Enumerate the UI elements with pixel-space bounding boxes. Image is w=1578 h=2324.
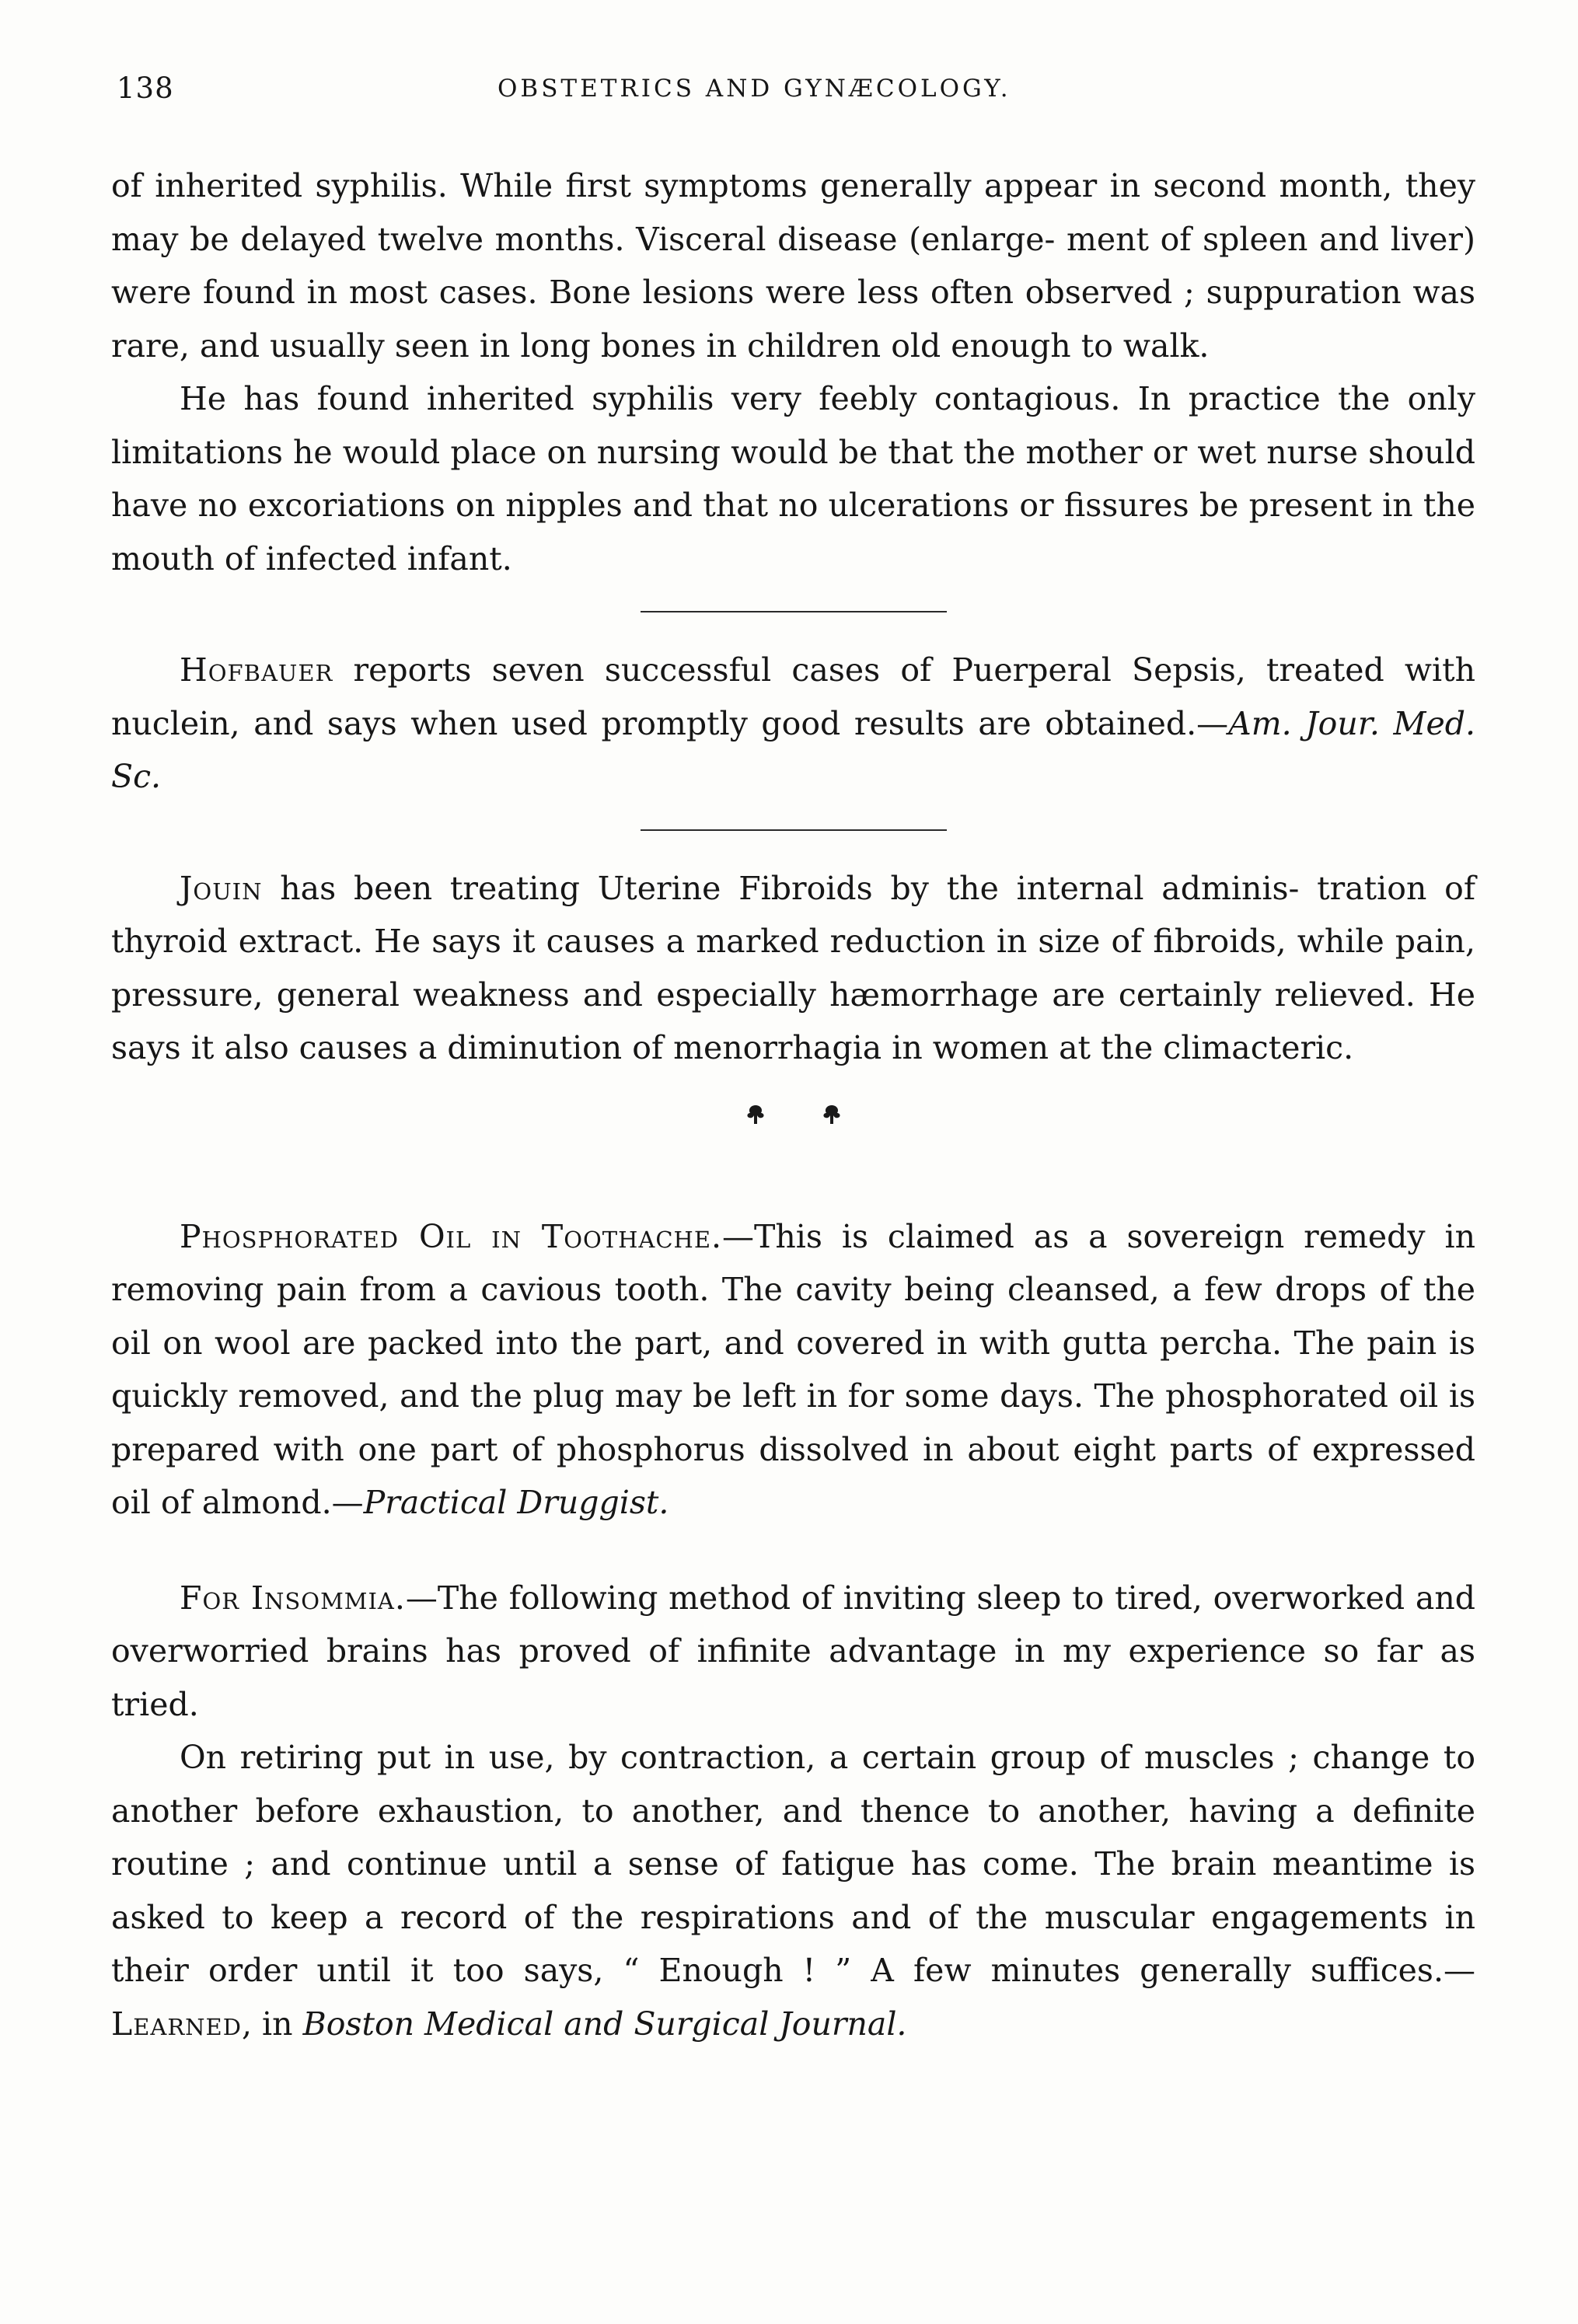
paragraph-syphilis-continued: of inherited syphilis. While first symptoms generally appear in second month, they may be delayed twelve months. Visceral disease (enlarge- ment of spleen and liver) were found in most cases. Bone lesions were less often observed ; suppuration was rare, and usually seen in long bones in children old enough to walk. [111, 167, 1475, 365]
page-header [117, 72, 1469, 118]
paragraph-text: has been treating Uterine Fibroids by the internal adminis- tration of thyroid extract. He says it causes a marked reduction in size of fibroids, while pain, pressure, general weakness and especially hæmorrhage are certainly relieved. He says it also causes a diminution of menorrhagia in women at the climacteric. [111, 869, 1475, 1066]
citation: Boston Medical and Surgical Journal. [302, 2005, 907, 2043]
author-name: Jouin [180, 869, 263, 907]
page-number: 138 [117, 72, 174, 105]
fleuron-icon [820, 1103, 843, 1126]
paragraph-jouin [111, 862, 1475, 1075]
author-name: Learned [111, 2005, 242, 2043]
citation-prefix: , in [241, 2005, 303, 2043]
paragraph-insomnia [111, 1572, 1475, 1732]
fleuron-ornament [700, 1098, 887, 1145]
citation: Am. Jour. Med. Sc. [111, 704, 1475, 795]
section-heading: For Insommia. [180, 1579, 406, 1617]
section-heading: Phosphorated Oil in Toothache. [180, 1217, 723, 1255]
page-body [111, 159, 1475, 2050]
paragraph-text: reports seven successful cases of Puerperal Sepsis, treated with nuclein, and says when used promptly good results are obtained.— [111, 651, 1475, 742]
running-title: OBSTETRICS AND GYNÆCOLOGY. [497, 75, 1011, 103]
paragraph-text: —This is claimed as a sovereign remedy in removing pain from a cavious tooth. The cavity being cleansed, a few drops of the oil on wool are packed into the part, and covered in with gutta percha. The pain is quickly removed, and the plug may be left in for some days. The phosphorated oil is prepared with one part of phosphorus dissolved in about eight parts of expressed oil of almond.— [111, 1217, 1475, 1521]
paragraph-phosphorated-oil [111, 1210, 1475, 1530]
fleuron-icon [744, 1103, 767, 1126]
paragraph-text: —The following method of inviting sleep to tired, overworked and overworried brains has proved of infinite advantage in my experience so far as tried. [111, 1579, 1476, 1723]
section-divider [641, 829, 947, 831]
paragraph-insomnia-method [111, 1731, 1475, 2050]
author-name: Hofbauer [180, 651, 333, 689]
citation: Practical Druggist. [363, 1484, 669, 1521]
paragraph-text: On retiring put in use, by contraction, a certain group of muscles ; change to another before exhaustion, to another, and thence to another, having a definite routine ; and continue until a sense of fatigue has come. The brain meantime is asked to keep a record of the respirations and of the muscular engagements in their order until it too says, “ Enough ! ” A few minutes generally suffices.— [111, 1739, 1475, 1989]
paragraph-hofbauer [111, 644, 1475, 804]
paragraph-syphilis-contagion: He has found inherited syphilis very feebly contagious. In practice the only limitations he would place on nursing would be that the mother or wet nurse should have no excoriations on nipples and that no ulcerations or fissures be present in the mouth of infected infant. [111, 380, 1475, 578]
section-divider [641, 611, 947, 612]
